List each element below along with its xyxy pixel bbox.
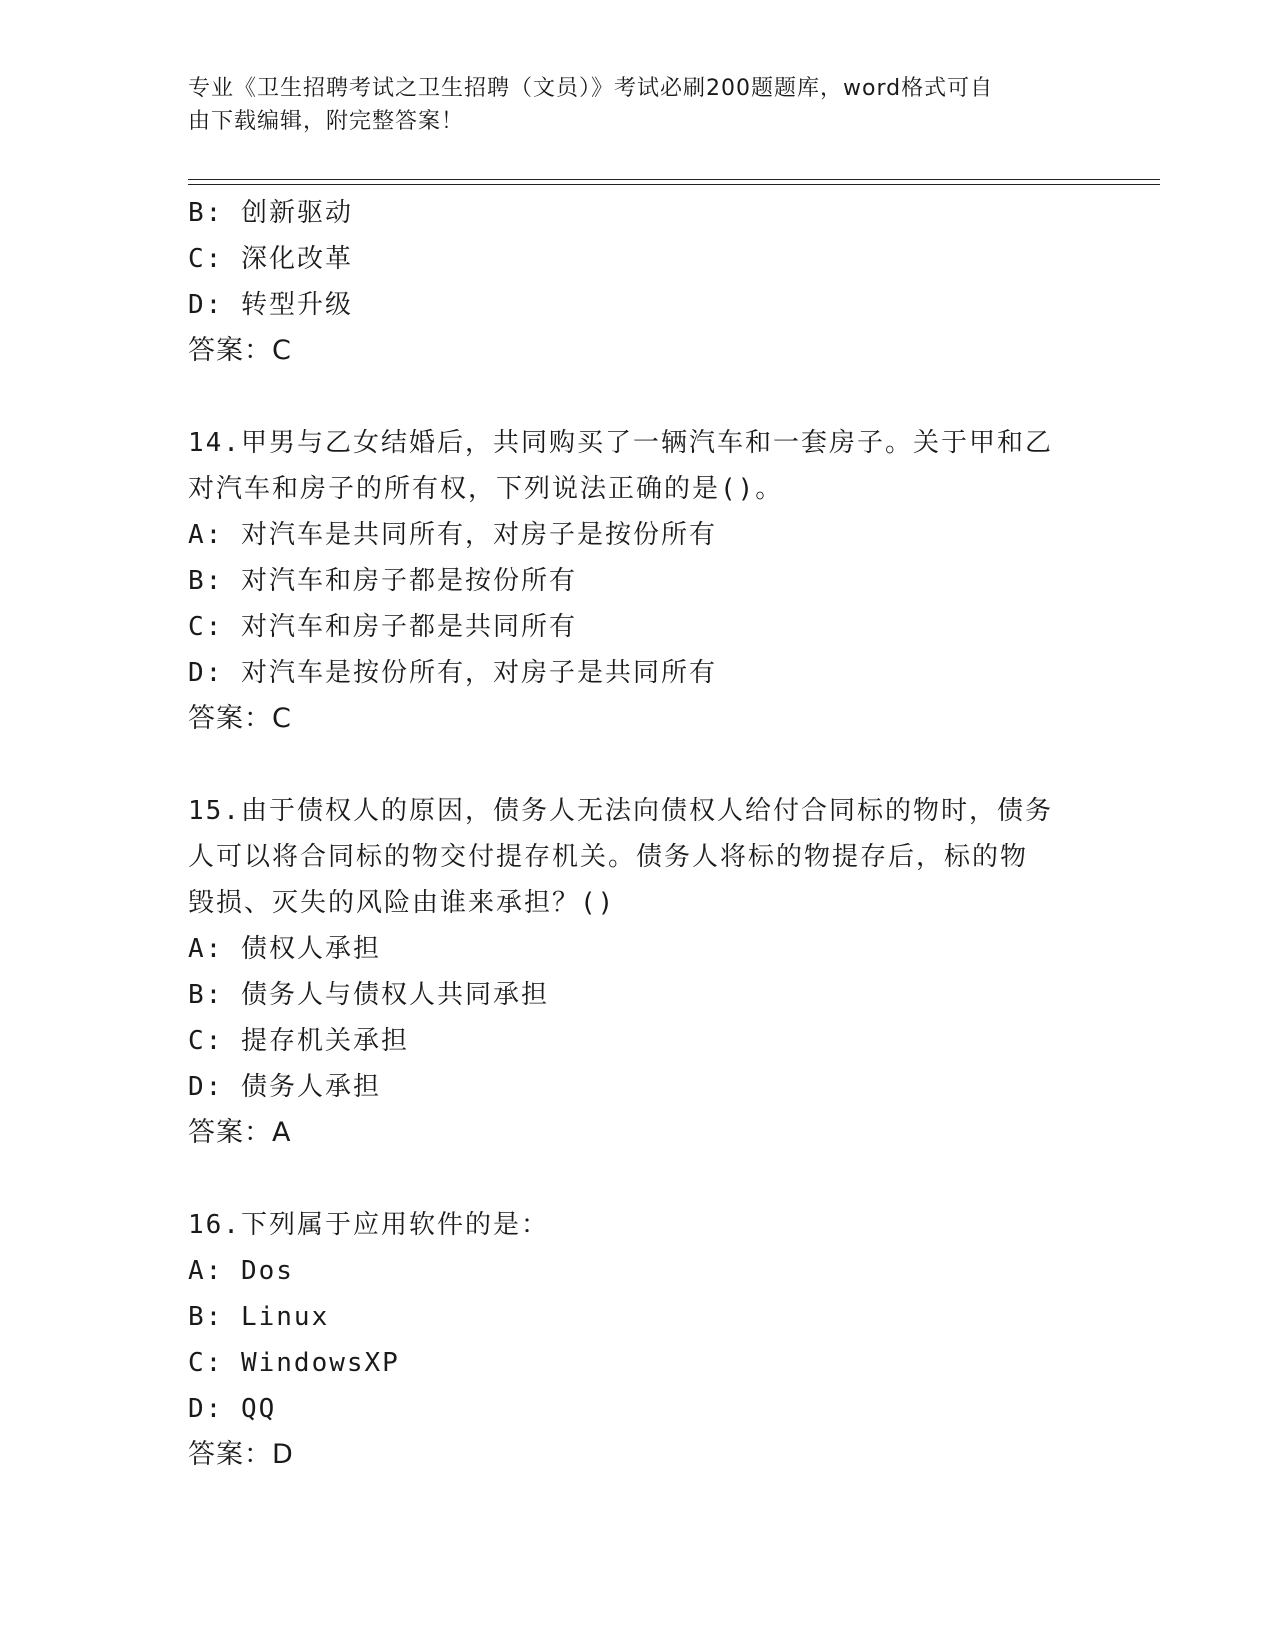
question-16 <box>188 1202 1088 1478</box>
question-spacer <box>188 742 1088 788</box>
document-header <box>188 72 1088 138</box>
header-divider-top <box>188 179 1160 180</box>
question-13-tail <box>188 190 1088 374</box>
option-b: B: 创新驱动 <box>188 198 353 228</box>
option-c: C: WindowsXP <box>188 1348 400 1378</box>
option-d: D: 转型升级 <box>188 290 353 320</box>
question-text-line: 毁损、灭失的风险由谁来承担？() <box>188 888 616 918</box>
question-14 <box>188 420 1088 742</box>
question-text-line: 对汽车和房子的所有权，下列说法正确的是()。 <box>188 474 784 504</box>
option-c: C: 深化改革 <box>188 244 353 274</box>
answer-line: 答案：D <box>188 1439 294 1470</box>
option-c: C: 提存机关承担 <box>188 1026 409 1056</box>
question-text-line: 人可以将合同标的物交付提存机关。债务人将标的物提存后，标的物 <box>188 842 1029 872</box>
question-text-line: 15.由于债权人的原因，债务人无法向债权人给付合同标的物时，债务 <box>188 796 1053 826</box>
option-c: C: 对汽车和房子都是共同所有 <box>188 612 577 642</box>
answer-line: 答案：C <box>188 335 292 366</box>
option-d: D: QQ <box>188 1394 277 1424</box>
option-d: D: 债务人承担 <box>188 1072 381 1102</box>
question-list <box>188 190 1088 1478</box>
question-text-line: 14.甲男与乙女结婚后，共同购买了一辆汽车和一套房子。关于甲和乙 <box>188 428 1053 458</box>
option-b: B: 对汽车和房子都是按份所有 <box>188 566 577 596</box>
question-text-line: 16.下列属于应用软件的是： <box>188 1210 549 1240</box>
header-divider-bottom <box>188 184 1160 185</box>
question-15 <box>188 788 1088 1156</box>
header-line-2: 由下载编辑，附完整答案！ <box>188 109 465 134</box>
question-spacer <box>188 374 1088 420</box>
option-b: B: 债务人与债权人共同承担 <box>188 980 549 1010</box>
option-b: B: Linux <box>188 1302 330 1332</box>
option-a: A: Dos <box>188 1256 294 1286</box>
option-a: A: 对汽车是共同所有，对房子是按份所有 <box>188 520 717 550</box>
option-d: D: 对汽车是按份所有，对房子是共同所有 <box>188 658 717 688</box>
option-a: A: 债权人承担 <box>188 934 381 964</box>
question-spacer <box>188 1156 1088 1202</box>
answer-line: 答案：A <box>188 1117 292 1148</box>
header-line-1: 专业《卫生招聘考试之卫生招聘（文员）》考试必刷200题题库，word格式可自 <box>188 76 994 101</box>
answer-line: 答案：C <box>188 703 292 734</box>
